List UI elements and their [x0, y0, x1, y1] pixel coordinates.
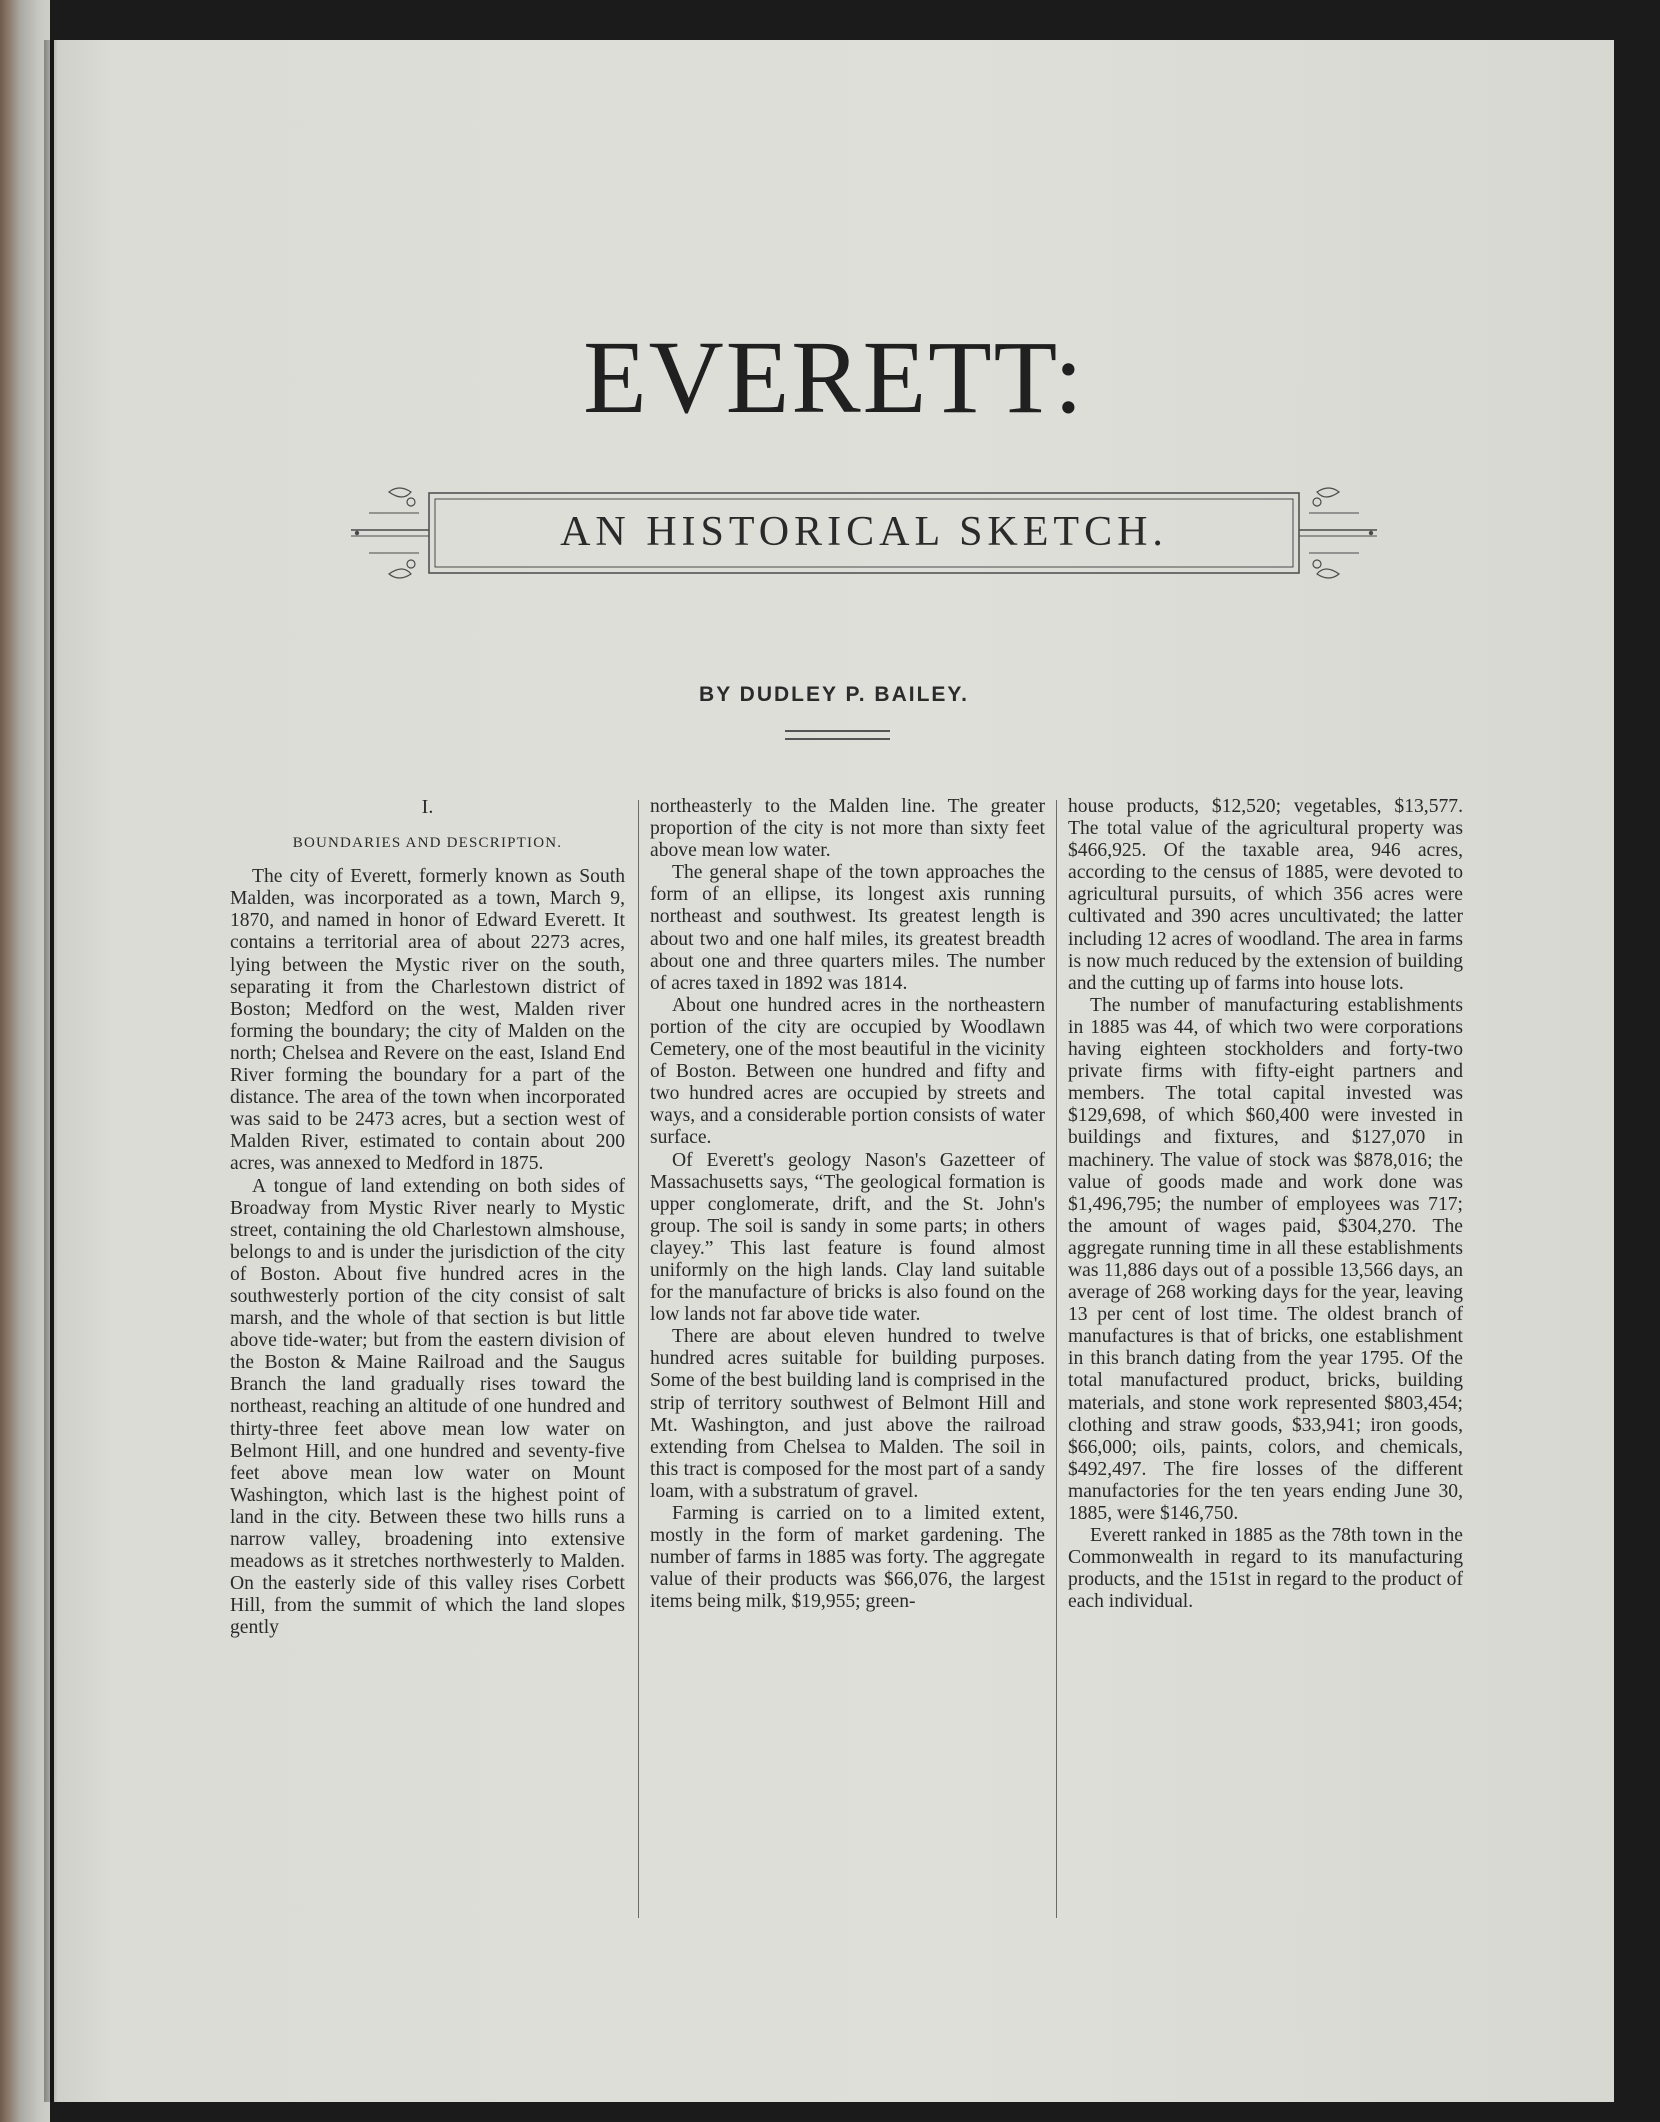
paragraph: Of Everett's geology Nason's Gazetteer of Massachusetts says, “The geological formation is upper conglomerate, drift, and the St. John's group. The soil is sandy in some parts; in others clayey.” This last feature is found almost uniformly on the high lands. Clay land suitable for the manufacture of bricks is also found on the low lands not far above tide water. — [650, 1149, 1045, 1326]
paragraph: There are about eleven hundred to twelve hundred acres suitable for building purposes. Some of the best building land is comprised in the strip of territory southwest of Belmont Hill and Mt. Washington, and just above the railroad extending from Chelsea to Malden. The soil in this tract is composed for the most part of a sandy loam, with a substratum of gravel. — [650, 1326, 1045, 1502]
paragraph: house products, $12,520; vegetables, $13,577. The total value of the agricultural property was $466,925. Of the taxable area, 946 acres, according to the census of 1885, were devoted to agricultural pursuits, of which 356 acres were cultivated and 390 acres uncultivated; the latter including 12 acres of woodland. The area in farms is now much reduced by the extension of building and the cutting up of farms into house lots. — [1068, 796, 1463, 994]
paragraph: Farming is carried on to a limited extent, mostly in the form of market gardening. The number of farms in 1885 was forty. The aggregate value of their products was $66,076, the largest items being milk, $19,955; green- — [650, 1503, 1045, 1613]
paragraph: The general shape of the town approaches the form of an ellipse, its longest axis running northeast and southwest. Its greatest length is about two and one half miles, its greatest breadth about one and three quarters miles. The number of acres taxed in 1892 was 1814. — [650, 862, 1045, 994]
byline: BY DUDLEY P. BAILEY. — [699, 683, 969, 706]
column-rule — [638, 800, 639, 1918]
section-number: I. — [421, 796, 434, 818]
spine-shadow — [44, 40, 58, 2102]
paragraph: The city of Everett, formerly known as South Malden, was incorporated as a town, March 9, 1870, and named in honor of Edward Everett. It contains a territorial area of about 2273 acres, lying between the Mystic river on the south, separating it from the Charlestown district of Boston; Medford on the west, Malden river forming the boundary; the city of Malden on the north; Chelsea and Revere on the east, Island End River forming the boundary for a part of the distance. The area of the town when incorporated was said to be 2473 acres, but a section west of Malden River, estimated to contain about 200 acres, was annexed to Medford in 1875. — [230, 866, 625, 1175]
article-title: EVERETT: — [583, 320, 1085, 435]
paragraph: A tongue of land extending on both sides of Broadway from Mystic River nearly to Mystic street, containing the old Charlestown almshouse, belongs to and is under the jurisdiction of the city of Boston. About five hundred acres in the southwesterly portion of the city consist of salt marsh, and the whole of that section is but little above tide-water; but from the eastern division of the Boston & Maine Railroad and the Saugus Branch the land gradually rises toward the northeast, reaching an altitude of one hundred and thirty-three feet above mean low water on Belmont Hill, and one hundred and seventy-five feet above mean low water on Mount Washington, which last is the highest point of land in the city. Between these two hills runs a narrow valley, broadening into extensive meadows as it stretches northwesterly to Malden. On the easterly side of this valley rises Corbett Hill, from the summit of which the land slopes gently — [230, 1175, 625, 1639]
text-column-3 — [1068, 796, 1463, 1613]
book-page — [54, 40, 1614, 2102]
paragraph: northeasterly to the Malden line. The greater proportion of the city is not more than sixty feet above mean low water. — [650, 796, 1045, 862]
subtitle-banner — [349, 478, 1379, 588]
facing-page-edge — [0, 0, 50, 2122]
column-rule — [1056, 800, 1057, 1918]
paragraph: The number of manufacturing establishments in 1885 was 44, of which two were corporations having eighteen stockholders and forty-two private firms with fifty-eight partners and members. The total capital invested was $129,698, of which $60,400 were invested in buildings and fixtures, and $127,070 in machinery. The value of stock was $878,016; the value of goods made and work done was $1,496,795; the number of employees was 717; the amount of wages paid, $304,270. The aggregate running time in all these establishments was 11,886 days out of a possible 13,566 days, an average of 268 working days for the year, leaving 13 per cent of lost time. The oldest branch of manufactures is that of bricks, one establishment in this branch dating from the year 1795. Of the total manufactured product, bricks, building materials, and stone work represented $803,454; clothing and straw goods, $33,941; iron goods, $66,000; oils, paints, colors, and chemicals, $492,497. The fire losses of the different manufactories for the ten years ending June 30, 1885, were $146,750. — [1068, 994, 1463, 1524]
article-subtitle: AN HISTORICAL SKETCH. — [560, 509, 1168, 555]
text-column-1 — [230, 796, 625, 1639]
byline-divider — [785, 730, 890, 740]
paragraph: About one hundred acres in the northeastern portion of the city are occupied by Woodlawn Cemetery, one of the most beautiful in the vicinity of Boston. Between one hundred and fifty and two hundred acres are occupied by streets and ways, and a considerable portion consists of water surface. — [650, 994, 1045, 1149]
paragraph: Everett ranked in 1885 as the 78th town in the Commonwealth in regard to its manufacturing products, and the 151st in regard to the product of each individual. — [1068, 1525, 1463, 1613]
text-column-2 — [650, 796, 1045, 1613]
section-heading: BOUNDARIES AND DESCRIPTION. — [292, 835, 563, 852]
